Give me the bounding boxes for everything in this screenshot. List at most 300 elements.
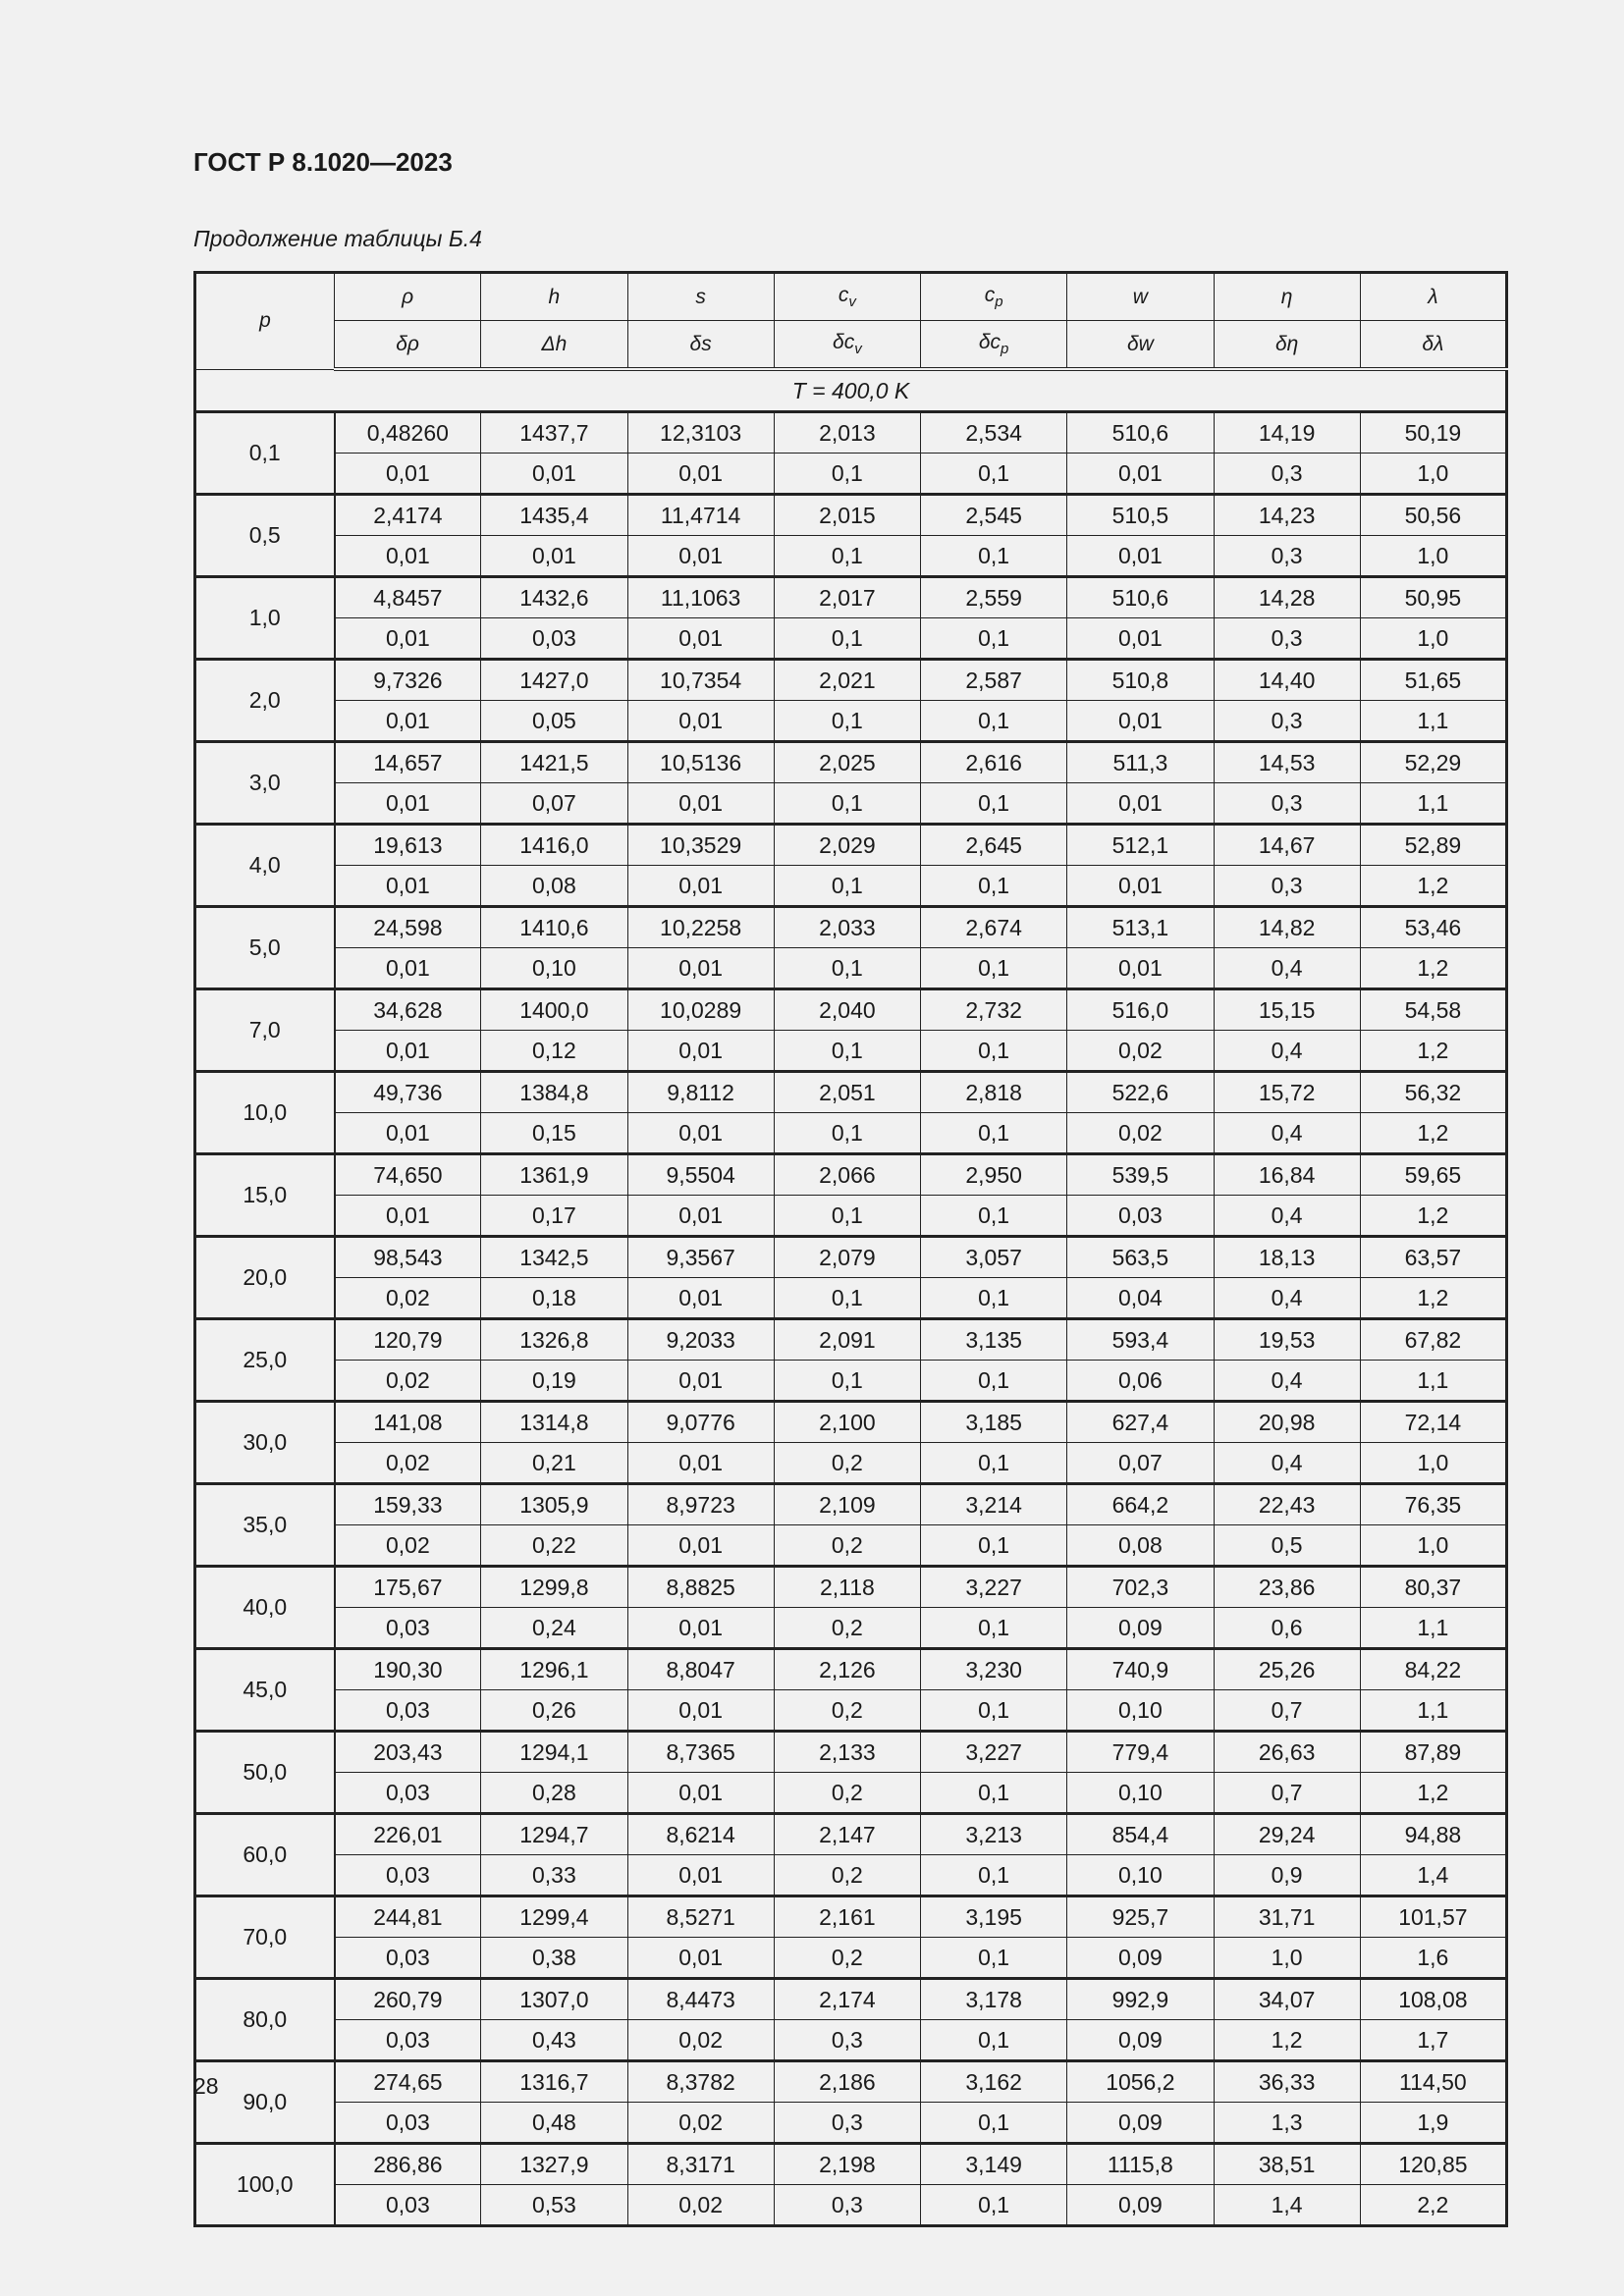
value-cell: 286,86 [335,2144,481,2185]
uncertainty-cell: 0,4 [1214,1443,1360,1484]
pressure-cell: 100,0 [195,2144,335,2226]
uncertainty-cell: 0,18 [481,1278,627,1319]
value-cell: 2,021 [774,660,920,701]
section-label [195,369,1507,412]
value-cell: 87,89 [1360,1732,1506,1773]
value-cell: 2,017 [774,577,920,618]
uncertainty-cell: 0,09 [1067,2103,1214,2144]
uncertainty-cell: 1,7 [1360,2020,1506,2061]
header-main-subscript: v [848,294,856,311]
value-cell: 1314,8 [481,1402,627,1443]
uncertainty-cell: 0,08 [481,866,627,907]
uncertainty-cell: 0,01 [627,866,774,907]
uncertainty-cell: 0,03 [1067,1196,1214,1237]
uncertainty-cell: 0,4 [1214,948,1360,989]
value-cell: 84,22 [1360,1649,1506,1690]
value-cell: 1299,8 [481,1567,627,1608]
value-cell: 141,08 [335,1402,481,1443]
table-row-values [195,1402,1507,1443]
uncertainty-cell: 0,48 [481,2103,627,2144]
value-cell: 11,1063 [627,577,774,618]
value-cell: 1296,1 [481,1649,627,1690]
header-main-symbol: λ [1428,285,1438,308]
value-cell: 2,147 [774,1814,920,1855]
header-err-symbol: δw [1126,332,1154,355]
value-cell: 1384,8 [481,1072,627,1113]
value-cell: 10,3529 [627,825,774,866]
value-cell: 25,26 [1214,1649,1360,1690]
uncertainty-cell: 0,01 [1067,948,1214,989]
value-cell: 24,598 [335,907,481,948]
value-cell: 274,65 [335,2061,481,2103]
uncertainty-cell: 1,1 [1360,1361,1506,1402]
value-cell: 26,63 [1214,1732,1360,1773]
uncertainty-cell: 0,1 [921,618,1067,660]
uncertainty-cell: 1,2 [1360,948,1506,989]
value-cell: 159,33 [335,1484,481,1525]
header-err-3 [774,321,920,370]
uncertainty-cell: 0,01 [627,1525,774,1567]
uncertainty-cell: 0,1 [774,618,920,660]
pressure-cell: 0,5 [195,495,335,577]
uncertainty-cell: 0,01 [335,1031,481,1072]
uncertainty-cell: 1,3 [1214,2103,1360,2144]
uncertainty-cell: 0,28 [481,1773,627,1814]
table-row-values [195,1979,1507,2020]
value-cell: 513,1 [1067,907,1214,948]
value-cell: 2,674 [921,907,1067,948]
value-cell: 1316,7 [481,2061,627,2103]
value-cell: 1361,9 [481,1154,627,1196]
value-cell: 14,28 [1214,577,1360,618]
value-cell: 8,3782 [627,2061,774,2103]
value-cell: 2,616 [921,742,1067,783]
table-row-values [195,1154,1507,1196]
value-cell: 2,126 [774,1649,920,1690]
value-cell: 510,6 [1067,577,1214,618]
table-row-values [195,1484,1507,1525]
value-cell: 8,8825 [627,1567,774,1608]
value-cell: 522,6 [1067,1072,1214,1113]
header-main-symbol: h [548,285,561,308]
uncertainty-cell: 0,17 [481,1196,627,1237]
uncertainty-cell: 0,3 [1214,701,1360,742]
value-cell: 2,100 [774,1402,920,1443]
value-cell: 702,3 [1067,1567,1214,1608]
value-cell: 2,091 [774,1319,920,1361]
data-table [193,271,1508,2227]
value-cell: 3,214 [921,1484,1067,1525]
uncertainty-cell: 1,4 [1360,1855,1506,1896]
uncertainty-cell: 0,1 [774,1361,920,1402]
header-err-symbol: δs [689,332,712,355]
value-cell: 120,79 [335,1319,481,1361]
uncertainty-cell: 0,01 [627,1361,774,1402]
table-row-values [195,825,1507,866]
header-err-4 [921,321,1067,370]
value-cell: 175,67 [335,1567,481,1608]
header-err-1 [481,321,627,370]
header-main-4 [921,273,1067,321]
value-cell: 1294,7 [481,1814,627,1855]
value-cell: 3,149 [921,2144,1067,2185]
header-main-7 [1360,273,1506,321]
value-cell: 1326,8 [481,1319,627,1361]
value-cell: 31,71 [1214,1896,1360,1938]
pressure-cell: 80,0 [195,1979,335,2061]
uncertainty-cell: 2,2 [1360,2185,1506,2226]
value-cell: 9,8112 [627,1072,774,1113]
uncertainty-cell: 0,10 [1067,1690,1214,1732]
value-cell: 8,8047 [627,1649,774,1690]
value-cell: 10,2258 [627,907,774,948]
value-cell: 76,35 [1360,1484,1506,1525]
pressure-cell: 7,0 [195,989,335,1072]
uncertainty-cell: 0,2 [774,1855,920,1896]
value-cell: 8,3171 [627,2144,774,2185]
uncertainty-cell: 0,03 [335,2185,481,2226]
table-row-values [195,2061,1507,2103]
value-cell: 2,040 [774,989,920,1031]
table-row-uncertainties [195,1361,1507,1402]
uncertainty-cell: 0,2 [774,1525,920,1567]
uncertainty-cell: 0,21 [481,1443,627,1484]
header-err-0 [335,321,481,370]
header-p: p [195,273,335,370]
uncertainty-cell: 0,01 [335,783,481,825]
value-cell: 34,07 [1214,1979,1360,2020]
uncertainty-cell: 0,01 [627,1113,774,1154]
header-main-1 [481,273,627,321]
uncertainty-cell: 0,01 [335,536,481,577]
table-row-uncertainties [195,618,1507,660]
uncertainty-cell: 1,6 [1360,1938,1506,1979]
uncertainty-cell: 0,4 [1214,1031,1360,1072]
uncertainty-cell: 0,01 [1067,536,1214,577]
value-cell: 2,950 [921,1154,1067,1196]
uncertainty-cell: 0,1 [921,701,1067,742]
value-cell: 4,8457 [335,577,481,618]
uncertainty-cell: 1,1 [1360,1608,1506,1649]
value-cell: 1342,5 [481,1237,627,1278]
pressure-cell: 30,0 [195,1402,335,1484]
uncertainty-cell: 0,2 [774,1608,920,1649]
value-cell: 14,40 [1214,660,1360,701]
value-cell: 3,195 [921,1896,1067,1938]
pressure-cell: 45,0 [195,1649,335,1732]
uncertainty-cell: 0,01 [335,701,481,742]
value-cell: 16,84 [1214,1154,1360,1196]
value-cell: 2,732 [921,989,1067,1031]
table-row-values [195,1319,1507,1361]
value-cell: 14,53 [1214,742,1360,783]
value-cell: 22,43 [1214,1484,1360,1525]
pressure-cell: 1,0 [195,577,335,660]
uncertainty-cell: 0,4 [1214,1278,1360,1319]
uncertainty-cell: 0,7 [1214,1690,1360,1732]
header-err-subscript: p [1001,341,1009,358]
pressure-cell: 20,0 [195,1237,335,1319]
uncertainty-cell: 0,3 [774,2020,920,2061]
table-row-uncertainties [195,536,1507,577]
header-err-symbol: δη [1274,332,1299,355]
header-err-7 [1360,321,1506,370]
uncertainty-cell: 0,1 [921,1113,1067,1154]
value-cell: 1410,6 [481,907,627,948]
uncertainty-cell: 0,3 [1214,866,1360,907]
uncertainty-cell: 0,3 [1214,618,1360,660]
header-row-quantities [195,273,1507,321]
uncertainty-cell: 0,1 [774,783,920,825]
pressure-cell: 50,0 [195,1732,335,1814]
table-row-values [195,907,1507,948]
table-row-values [195,1237,1507,1278]
value-cell: 14,23 [1214,495,1360,536]
uncertainty-cell: 0,01 [627,618,774,660]
uncertainty-cell: 1,2 [1360,1031,1506,1072]
uncertainty-cell: 0,1 [921,2103,1067,2144]
uncertainty-cell: 0,1 [921,1855,1067,1896]
value-cell: 1056,2 [1067,2061,1214,2103]
value-cell: 1427,0 [481,660,627,701]
uncertainty-cell: 0,1 [774,1113,920,1154]
header-main-0 [335,273,481,321]
uncertainty-cell: 0,1 [774,1196,920,1237]
uncertainty-cell: 0,01 [627,1608,774,1649]
uncertainty-cell: 0,01 [627,536,774,577]
value-cell: 3,057 [921,1237,1067,1278]
table-row-uncertainties [195,1690,1507,1732]
value-cell: 2,174 [774,1979,920,2020]
uncertainty-cell: 0,3 [1214,536,1360,577]
value-cell: 11,4714 [627,495,774,536]
pressure-cell: 40,0 [195,1567,335,1649]
uncertainty-cell: 0,5 [1214,1525,1360,1567]
table-row-uncertainties [195,2020,1507,2061]
table-row-uncertainties [195,2103,1507,2144]
uncertainty-cell: 0,12 [481,1031,627,1072]
uncertainty-cell: 1,0 [1360,1525,1506,1567]
value-cell: 50,95 [1360,577,1506,618]
uncertainty-cell: 0,01 [627,1855,774,1896]
table-row-uncertainties [195,1608,1507,1649]
value-cell: 9,7326 [335,660,481,701]
value-cell: 19,53 [1214,1319,1360,1361]
value-cell: 94,88 [1360,1814,1506,1855]
value-cell: 52,29 [1360,742,1506,783]
value-cell: 38,51 [1214,2144,1360,2185]
header-main-2 [627,273,774,321]
value-cell: 1421,5 [481,742,627,783]
value-cell: 51,65 [1360,660,1506,701]
value-cell: 12,3103 [627,412,774,454]
value-cell: 14,657 [335,742,481,783]
uncertainty-cell: 0,4 [1214,1361,1360,1402]
uncertainty-cell: 0,03 [335,1855,481,1896]
value-cell: 72,14 [1360,1402,1506,1443]
uncertainty-cell: 0,09 [1067,2185,1214,2226]
uncertainty-cell: 0,7 [1214,1773,1360,1814]
value-cell: 2,013 [774,412,920,454]
pressure-cell: 60,0 [195,1814,335,1896]
header-main-symbol: w [1132,285,1148,308]
value-cell: 50,56 [1360,495,1506,536]
value-cell: 2,051 [774,1072,920,1113]
section-row [195,369,1507,412]
uncertainty-cell: 0,1 [774,701,920,742]
uncertainty-cell: 0,1 [921,1773,1067,1814]
uncertainty-cell: 0,09 [1067,2020,1214,2061]
table-row-values [195,1567,1507,1608]
table-row-values [195,1072,1507,1113]
value-cell: 3,213 [921,1814,1067,1855]
table-row-uncertainties [195,1031,1507,1072]
uncertainty-cell: 0,03 [481,618,627,660]
value-cell: 114,50 [1360,2061,1506,2103]
pressure-cell: 5,0 [195,907,335,989]
value-cell: 54,58 [1360,989,1506,1031]
table-row-uncertainties [195,783,1507,825]
uncertainty-cell: 1,2 [1214,2020,1360,2061]
value-cell: 2,025 [774,742,920,783]
value-cell: 15,15 [1214,989,1360,1031]
header-main-symbol: c [984,283,996,306]
uncertainty-cell: 0,19 [481,1361,627,1402]
uncertainty-cell: 0,01 [627,948,774,989]
value-cell: 10,0289 [627,989,774,1031]
uncertainty-cell: 0,22 [481,1525,627,1567]
uncertainty-cell: 0,24 [481,1608,627,1649]
value-cell: 2,033 [774,907,920,948]
value-cell: 14,19 [1214,412,1360,454]
table-row-uncertainties [195,701,1507,742]
header-err-symbol: δλ [1422,332,1444,355]
header-main-symbol: ρ [402,285,414,308]
uncertainty-cell: 0,01 [627,783,774,825]
uncertainty-cell: 0,1 [921,1196,1067,1237]
value-cell: 59,65 [1360,1154,1506,1196]
uncertainty-cell: 0,03 [335,1690,481,1732]
uncertainty-cell: 0,01 [627,701,774,742]
value-cell: 14,67 [1214,825,1360,866]
uncertainty-cell: 0,01 [335,866,481,907]
uncertainty-cell: 0,1 [921,783,1067,825]
pressure-cell: 3,0 [195,742,335,825]
uncertainty-cell: 0,1 [921,948,1067,989]
uncertainty-cell: 0,06 [1067,1361,1214,1402]
uncertainty-cell: 0,01 [627,1196,774,1237]
uncertainty-cell: 1,0 [1214,1938,1360,1979]
pressure-cell: 2,0 [195,660,335,742]
temperature-label: T = 400,0 K [791,377,910,403]
uncertainty-cell: 1,2 [1360,1278,1506,1319]
value-cell: 29,24 [1214,1814,1360,1855]
uncertainty-cell: 1,2 [1360,1773,1506,1814]
value-cell: 1432,6 [481,577,627,618]
table-row-values [195,412,1507,454]
header-err-subscript: v [854,341,862,358]
document-title: ГОСТ Р 8.1020—2023 [193,147,453,177]
uncertainty-cell: 0,01 [1067,454,1214,495]
value-cell: 3,230 [921,1649,1067,1690]
table-row-uncertainties [195,866,1507,907]
value-cell: 2,534 [921,412,1067,454]
uncertainty-cell: 0,1 [921,1361,1067,1402]
uncertainty-cell: 0,05 [481,701,627,742]
value-cell: 34,628 [335,989,481,1031]
value-cell: 2,133 [774,1732,920,1773]
uncertainty-cell: 0,1 [921,866,1067,907]
uncertainty-cell: 0,3 [1214,783,1360,825]
uncertainty-cell: 0,2 [774,1773,920,1814]
value-cell: 1307,0 [481,1979,627,2020]
uncertainty-cell: 0,02 [1067,1113,1214,1154]
uncertainty-cell: 0,01 [627,1278,774,1319]
value-cell: 627,4 [1067,1402,1214,1443]
table-caption: Продолжение таблицы Б.4 [193,226,482,251]
uncertainty-cell: 0,38 [481,1938,627,1979]
header-main-symbol: η [1280,285,1293,308]
table-row-values [195,660,1507,701]
value-cell: 10,5136 [627,742,774,783]
value-cell: 3,162 [921,2061,1067,2103]
value-cell: 36,33 [1214,2061,1360,2103]
header-err-symbol: δρ [396,332,419,355]
value-cell: 2,066 [774,1154,920,1196]
uncertainty-cell: 0,3 [1214,454,1360,495]
value-cell: 8,4473 [627,1979,774,2020]
value-cell: 2,545 [921,495,1067,536]
value-cell: 2,079 [774,1237,920,1278]
uncertainty-cell: 0,01 [335,1196,481,1237]
value-cell: 2,587 [921,660,1067,701]
uncertainty-cell: 0,02 [1067,1031,1214,1072]
value-cell: 74,650 [335,1154,481,1196]
table-row-uncertainties [195,1196,1507,1237]
uncertainty-cell: 0,01 [627,1938,774,1979]
uncertainty-cell: 0,53 [481,2185,627,2226]
uncertainty-cell: 0,1 [774,1278,920,1319]
value-cell: 120,85 [1360,2144,1506,2185]
uncertainty-cell: 0,04 [1067,1278,1214,1319]
uncertainty-cell: 0,9 [1214,1855,1360,1896]
value-cell: 3,185 [921,1402,1067,1443]
uncertainty-cell: 0,01 [335,618,481,660]
value-cell: 244,81 [335,1896,481,1938]
value-cell: 992,9 [1067,1979,1214,2020]
uncertainty-cell: 1,1 [1360,701,1506,742]
uncertainty-cell: 0,1 [921,454,1067,495]
uncertainty-cell: 0,02 [627,2103,774,2144]
pressure-cell: 0,1 [195,412,335,495]
uncertainty-cell: 0,1 [921,2185,1067,2226]
uncertainty-cell: 0,2 [774,1690,920,1732]
value-cell: 3,135 [921,1319,1067,1361]
value-cell: 1115,8 [1067,2144,1214,2185]
value-cell: 510,6 [1067,412,1214,454]
uncertainty-cell: 0,07 [481,783,627,825]
value-cell: 67,82 [1360,1319,1506,1361]
uncertainty-cell: 0,02 [335,1361,481,1402]
value-cell: 510,8 [1067,660,1214,701]
uncertainty-cell: 0,01 [1067,866,1214,907]
value-cell: 1327,9 [481,2144,627,2185]
uncertainty-cell: 0,1 [774,454,920,495]
table-row-uncertainties [195,2185,1507,2226]
pressure-cell: 90,0 [195,2061,335,2144]
value-cell: 18,13 [1214,1237,1360,1278]
value-cell: 8,7365 [627,1732,774,1773]
